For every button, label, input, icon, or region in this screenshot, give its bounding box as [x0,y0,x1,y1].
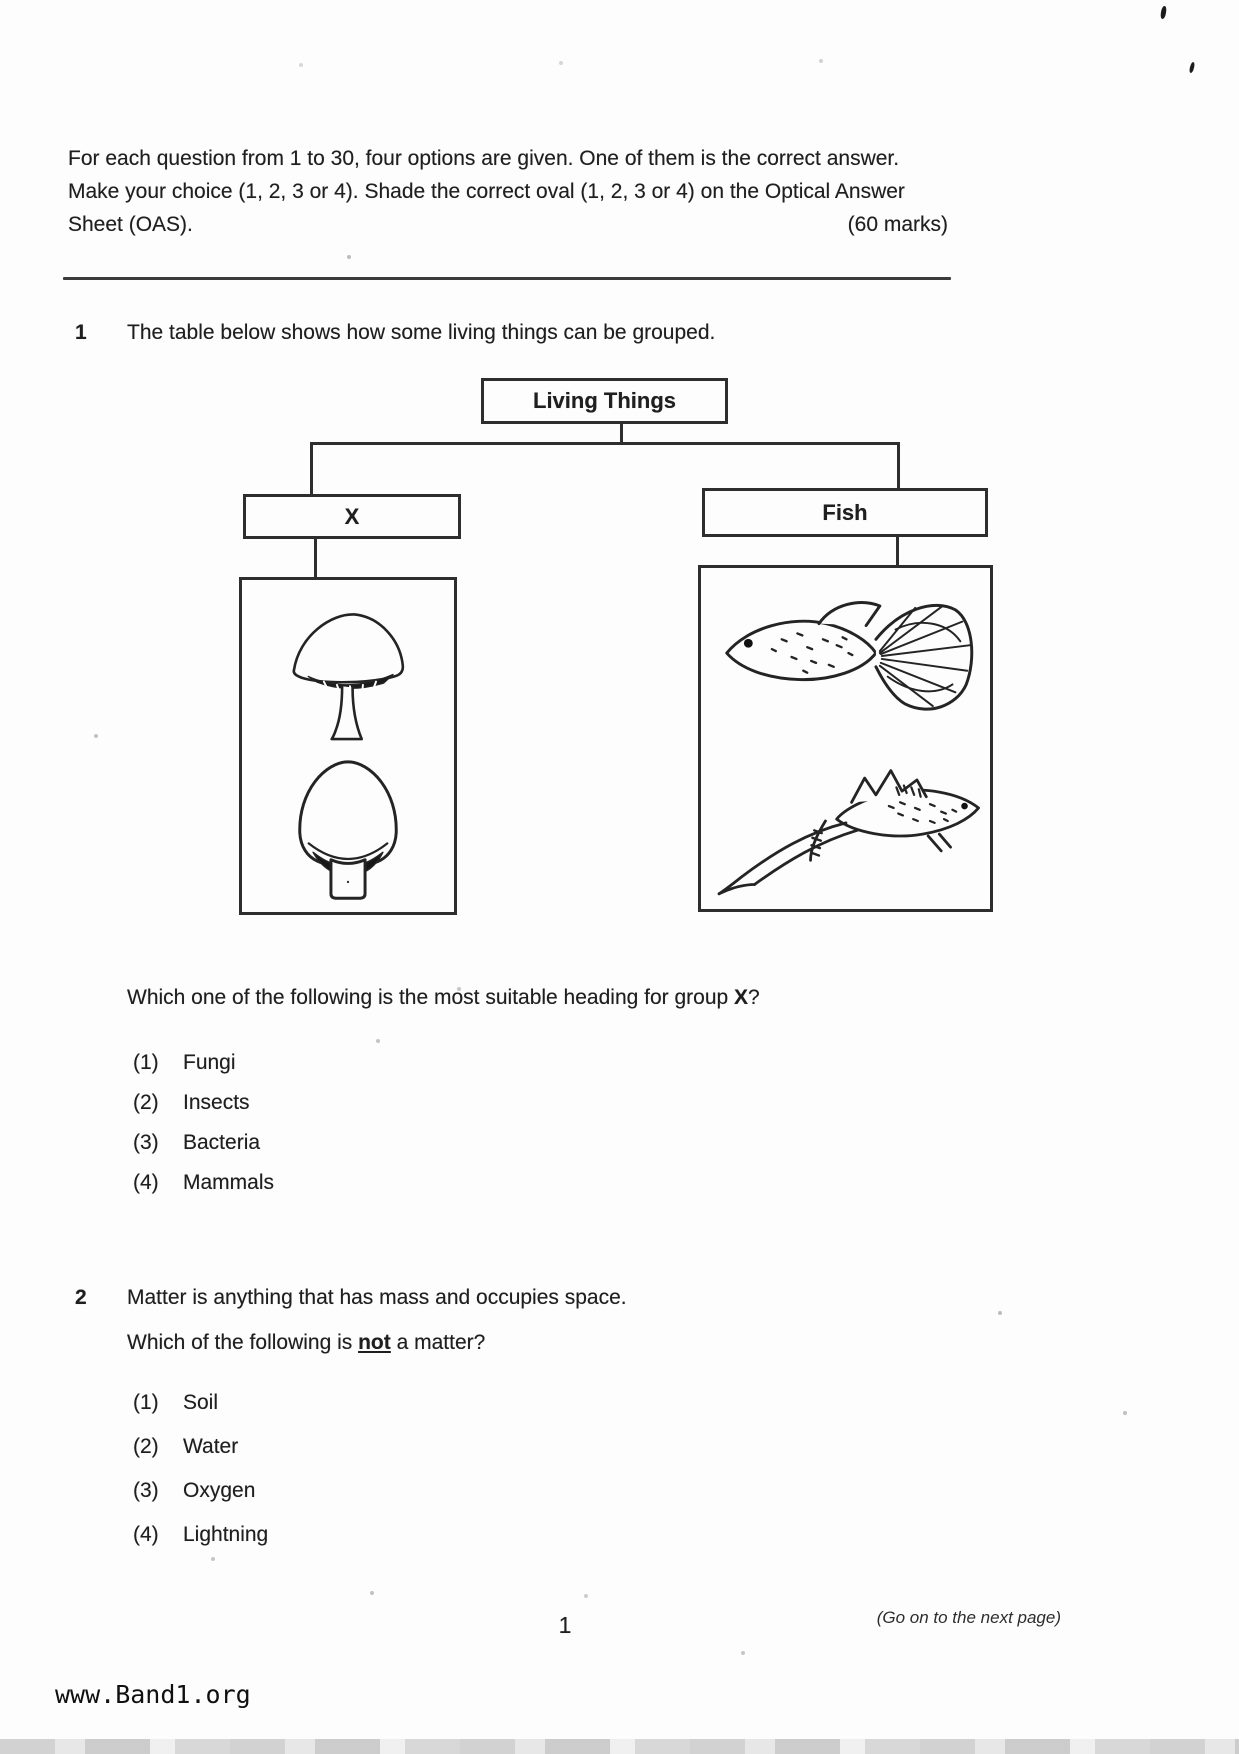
instructions-line-2: Make your choice (1, 2, 3 or 4). Shade the correct oval (1, 2, 3 or 4) on the Optical Answer [68,180,905,203]
diagram-group-x-box [243,494,461,539]
option-number: (3) [133,1479,159,1502]
group-fish-picture-box [698,565,993,912]
diagram-connector [896,536,899,566]
option-label: Lightning [183,1523,269,1546]
section-divider-rule [63,277,951,280]
scan-speck [1160,6,1167,20]
diagram-group-fish-box [702,488,988,537]
option-label: Bacteria [183,1131,261,1154]
stem-emphasis: X [734,986,749,1009]
option-row [133,1478,268,1504]
diagram-root-label: Living Things [533,388,676,413]
diagram-root-box [481,378,728,424]
option-row [133,1050,274,1076]
question-1-text: The table below shows how some living things can be grouped. [127,321,716,344]
question-2 [75,1283,627,1358]
watermark-url: www.Band1.org [55,1680,251,1709]
option-number: (4) [133,1523,159,1546]
marks-note: (60 marks) [847,213,948,236]
option-row [133,1434,268,1460]
diagram-group-x-label: X [344,503,360,529]
stem-text: ? [748,986,760,1009]
option-number: (3) [133,1131,159,1154]
option-row [133,1130,274,1156]
fan-tail-guppy-illustration [713,581,978,731]
stem-text: Which of the following is [127,1331,359,1354]
stem-emphasis: not [358,1331,391,1354]
next-page-note: (Go on to the next page) [876,1608,1061,1627]
option-number: (1) [133,1051,159,1074]
option-label: Mammals [183,1171,275,1194]
option-label: Water [183,1435,239,1458]
option-row [133,1170,274,1196]
button-mushroom-illustration [268,750,428,902]
question-2-stem [127,1328,627,1358]
flowing-tail-guppy-illustration [706,746,986,896]
option-row [133,1090,274,1116]
page-number: 1 [558,1612,572,1638]
diagram-connector [310,442,900,445]
question-2-options [133,1390,268,1566]
diagram-connector [310,442,313,496]
option-row [133,1390,268,1416]
option-number: (4) [133,1171,159,1194]
question-2-body [127,1283,627,1358]
scan-speck [1189,62,1196,74]
question-1-options [133,1050,274,1210]
mushroom-side-view-illustration [255,591,441,741]
question-2-text: Matter is anything that has mass and occupies space. [127,1286,627,1309]
option-number: (2) [133,1435,159,1458]
question-1-stem [127,986,760,1010]
scan-edge-bar [0,1739,1239,1754]
group-x-picture-box [239,577,457,915]
question-1 [75,318,715,348]
instructions-line-3: Sheet (OAS). [68,213,193,236]
diagram-connector [620,423,623,444]
option-number: (1) [133,1391,159,1414]
instructions-line-1: For each question from 1 to 30, four options are given. One of them is the correct answer. [68,147,900,170]
option-row [133,1522,268,1548]
stem-text: Which one of the following is the most suitable heading for group [127,986,735,1009]
option-number: (2) [133,1091,159,1114]
stem-text: a matter? [390,1331,486,1354]
exam-instructions [68,142,948,241]
diagram-group-fish-label: Fish [822,499,868,525]
diagram-connector [897,442,900,490]
scan-noise-dots [0,0,2,2]
diagram-connector [314,538,317,578]
option-label: Soil [183,1391,219,1414]
option-label: Fungi [183,1051,236,1074]
question-1-number: 1 [75,321,87,344]
question-2-number: 2 [75,1286,87,1309]
option-label: Oxygen [183,1479,256,1502]
option-label: Insects [183,1091,250,1114]
